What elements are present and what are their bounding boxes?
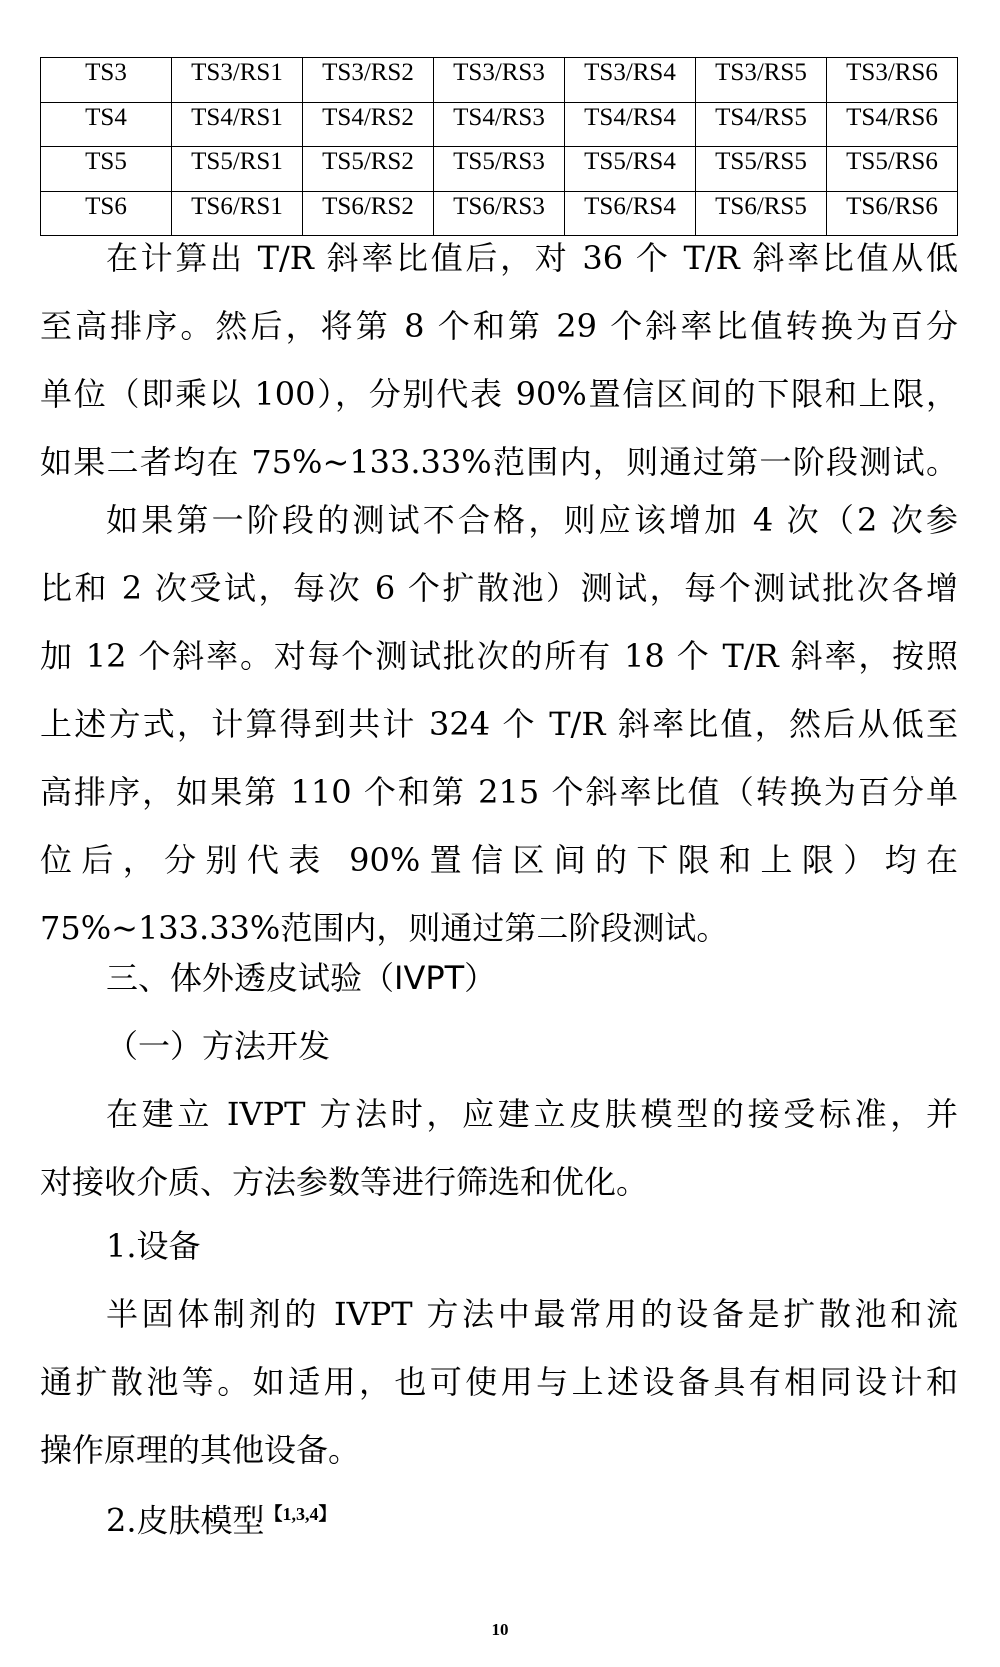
paragraph-line: 加 12 个斜率。对每个测试批次的所有 18 个 T/R 斜率，按照 <box>40 637 958 675</box>
paragraph-line: 半固体制剂的 IVPT 方法中最常用的设备是扩散池和流 <box>106 1295 958 1333</box>
table-cell: TS6/RS5 <box>696 191 827 236</box>
paragraph-equipment <box>40 1280 958 1484</box>
table-cell: TS5/RS1 <box>172 147 303 192</box>
paragraph-line: 75%~133.33%范围内，则通过第二阶段测试。 <box>40 909 729 947</box>
paragraph-line: 如果二者均在 75%~133.33%范围内，则通过第一阶段测试。 <box>40 443 958 481</box>
paragraph-line: 高排序，如果第 110 个和第 215 个斜率比值（转换为百分单 <box>40 773 958 811</box>
ratio-table <box>40 57 958 236</box>
table-cell: TS6 <box>41 191 172 236</box>
paragraph-line: 单位（即乘以 100），分别代表 90%置信区间的下限和上限， <box>40 375 958 413</box>
section-heading: 三、体外透皮试验（IVPT） <box>106 959 497 997</box>
table-cell: TS3/RS6 <box>827 58 958 103</box>
table-cell: TS3/RS4 <box>565 58 696 103</box>
table-cell: TS3/RS2 <box>303 58 434 103</box>
table-cell: TS4/RS3 <box>434 102 565 147</box>
table-cell: TS5/RS2 <box>303 147 434 192</box>
table-cell: TS5/RS3 <box>434 147 565 192</box>
table-cell: TS4/RS4 <box>565 102 696 147</box>
table-cell: TS4/RS2 <box>303 102 434 147</box>
table-cell: TS3/RS1 <box>172 58 303 103</box>
paragraph-line: 上述方式，计算得到共计 324 个 T/R 斜率比值，然后从低至 <box>40 705 958 743</box>
paragraph-line: 位后，分别代表 90%置信区间的下限和上限）均在 <box>40 841 958 879</box>
paragraph-stage-one <box>40 224 958 496</box>
table-row <box>41 58 958 103</box>
table-cell: TS4/RS1 <box>172 102 303 147</box>
citation-reference: 【1,3,4】 <box>264 1504 337 1524</box>
paragraph-line: 在建立 IVPT 方法时，应建立皮肤模型的接受标准，并 <box>106 1095 958 1133</box>
table-cell: TS5/RS4 <box>565 147 696 192</box>
table-cell: TS3 <box>41 58 172 103</box>
paragraph-line: 通扩散池等。如适用，也可使用与上述设备具有相同设计和 <box>40 1363 958 1401</box>
paragraph-line: 操作原理的其他设备。 <box>40 1431 361 1469</box>
table-cell: TS3/RS5 <box>696 58 827 103</box>
subsection-heading: （一）方法开发 <box>106 1027 331 1065</box>
paragraph-method-development <box>40 1080 958 1216</box>
paragraph-line: 如果第一阶段的测试不合格，则应该增加 4 次（2 次参 <box>106 501 958 539</box>
table-cell: TS5/RS6 <box>827 147 958 192</box>
table-row <box>41 102 958 147</box>
table-cell: TS4/RS6 <box>827 102 958 147</box>
paragraph-line: 对接收介质、方法参数等进行筛选和优化。 <box>40 1163 649 1201</box>
table-cell: TS3/RS3 <box>434 58 565 103</box>
table-cell: TS6/RS4 <box>565 191 696 236</box>
table-cell: TS6/RS3 <box>434 191 565 236</box>
table-row <box>41 147 958 192</box>
item-heading-skin-model <box>106 1480 337 1555</box>
table-cell: TS6/RS6 <box>827 191 958 236</box>
table-cell: TS6/RS1 <box>172 191 303 236</box>
item-heading-text: 2.皮肤模型 <box>106 1501 265 1540</box>
item-heading-equipment: 1.设备 <box>106 1227 201 1265</box>
table-cell: TS4/RS5 <box>696 102 827 147</box>
paragraph-line: 比和 2 次受试，每次 6 个扩散池）测试，每个测试批次各增 <box>40 569 958 607</box>
paragraph-line: 至高排序。然后，将第 8 个和第 29 个斜率比值转换为百分 <box>40 307 958 345</box>
table-cell: TS5/RS5 <box>696 147 827 192</box>
table-cell: TS6/RS2 <box>303 191 434 236</box>
table-cell: TS4 <box>41 102 172 147</box>
paragraph-line: 在计算出 T/R 斜率比值后，对 36 个 T/R 斜率比值从低 <box>106 239 958 277</box>
ratio-table-body <box>41 58 958 236</box>
page-number: 10 <box>491 1620 509 1639</box>
paragraph-stage-two <box>40 486 958 962</box>
table-cell: TS5 <box>41 147 172 192</box>
